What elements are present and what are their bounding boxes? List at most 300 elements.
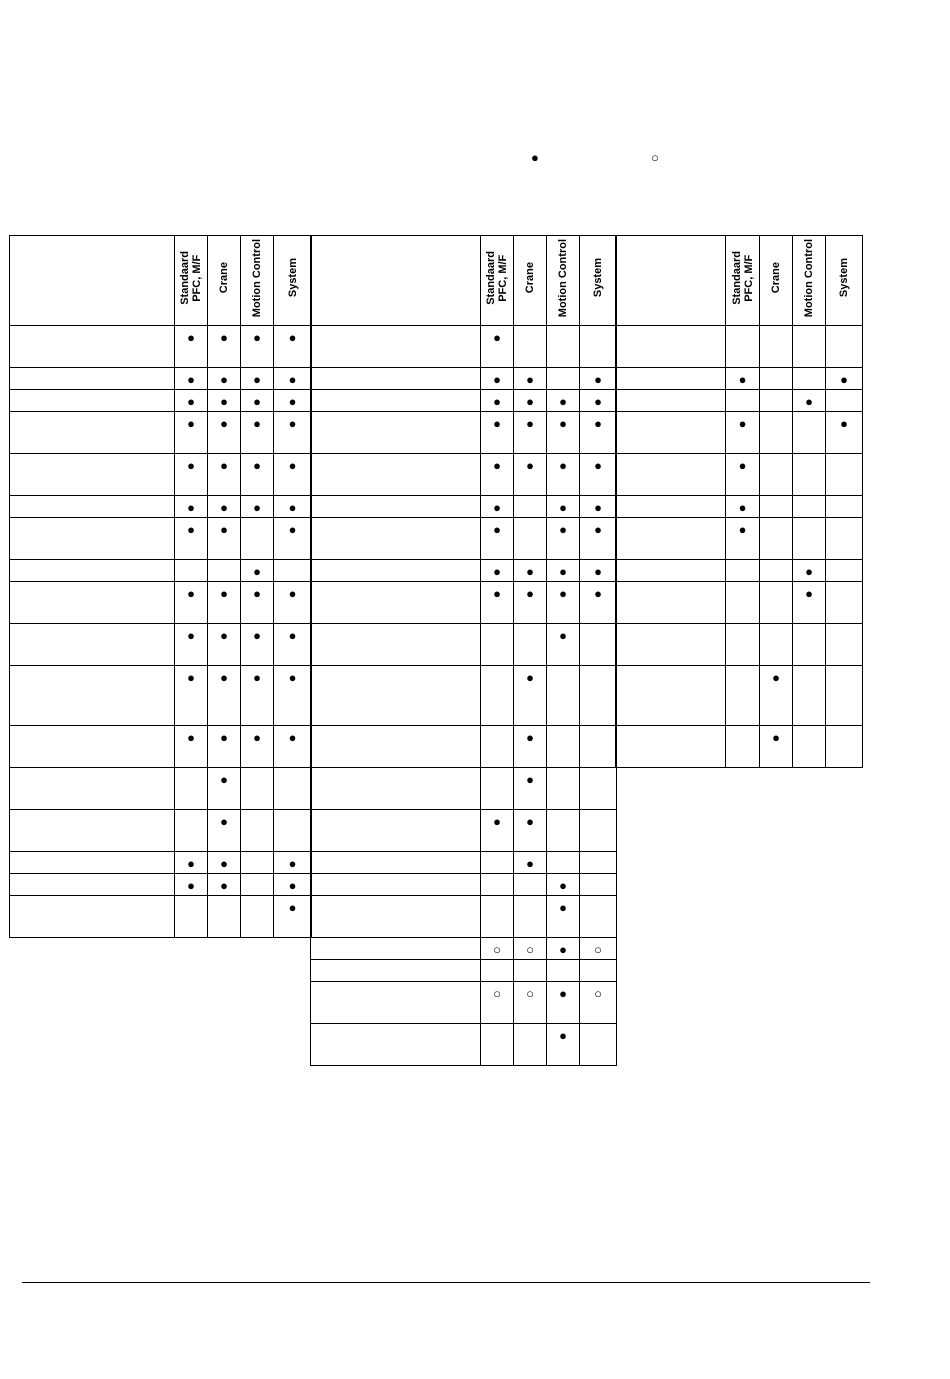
empty-cell bbox=[175, 810, 208, 852]
empty-cell bbox=[514, 518, 547, 560]
filled-dot-cell: ● bbox=[547, 982, 580, 1024]
table-row bbox=[616, 390, 863, 412]
header-motion-control-cell bbox=[547, 236, 580, 326]
table-row bbox=[10, 560, 312, 582]
row-label-cell bbox=[616, 666, 726, 726]
empty-cell bbox=[547, 666, 580, 726]
filled-dot-cell: ● bbox=[481, 518, 514, 560]
table-row bbox=[311, 368, 617, 390]
table-row bbox=[10, 518, 312, 560]
footer-rule bbox=[22, 1282, 870, 1283]
filled-dot-cell: ● bbox=[481, 454, 514, 496]
empty-cell bbox=[580, 896, 617, 938]
empty-cell bbox=[580, 1024, 617, 1066]
filled-dot-cell: ● bbox=[726, 368, 760, 390]
empty-cell bbox=[514, 960, 547, 982]
row-label-cell bbox=[10, 390, 175, 412]
open-dot-cell: ○ bbox=[514, 938, 547, 960]
table-row bbox=[616, 454, 863, 496]
row-label-cell bbox=[616, 496, 726, 518]
table-row bbox=[10, 874, 312, 896]
table-row bbox=[311, 582, 617, 624]
filled-dot-cell: ● bbox=[208, 454, 241, 496]
feature-table-1 bbox=[9, 235, 312, 938]
empty-cell bbox=[793, 326, 826, 368]
empty-cell bbox=[826, 726, 863, 768]
empty-cell bbox=[274, 560, 312, 582]
empty-cell bbox=[580, 326, 617, 368]
row-label-cell bbox=[10, 496, 175, 518]
row-label-cell bbox=[616, 726, 726, 768]
header-label-cell bbox=[616, 236, 726, 326]
filled-dot-cell: ● bbox=[826, 412, 863, 454]
filled-dot-cell: ● bbox=[580, 390, 617, 412]
empty-cell bbox=[726, 624, 760, 666]
table-row bbox=[616, 496, 863, 518]
filled-dot-cell: ● bbox=[826, 368, 863, 390]
empty-cell bbox=[580, 810, 617, 852]
empty-cell bbox=[580, 852, 617, 874]
empty-cell bbox=[793, 496, 826, 518]
table-row bbox=[311, 326, 617, 368]
empty-cell bbox=[826, 496, 863, 518]
filled-dot-cell: ● bbox=[274, 852, 312, 874]
filled-dot-cell: ● bbox=[481, 390, 514, 412]
row-label-cell bbox=[311, 726, 481, 768]
empty-cell bbox=[481, 852, 514, 874]
row-label-cell bbox=[10, 666, 175, 726]
table-row bbox=[311, 1024, 617, 1066]
filled-dot-cell: ● bbox=[481, 412, 514, 454]
filled-dot-cell: ● bbox=[241, 582, 274, 624]
filled-dot-cell: ● bbox=[514, 368, 547, 390]
filled-dot-cell: ● bbox=[760, 666, 793, 726]
empty-cell bbox=[826, 454, 863, 496]
empty-cell bbox=[208, 896, 241, 938]
empty-cell bbox=[514, 624, 547, 666]
filled-dot-cell: ● bbox=[580, 412, 617, 454]
filled-dot-cell: ● bbox=[208, 852, 241, 874]
row-label-cell bbox=[311, 982, 481, 1024]
filled-dot-cell: ● bbox=[514, 454, 547, 496]
filled-dot-cell: ● bbox=[726, 454, 760, 496]
filled-dot-cell: ● bbox=[274, 518, 312, 560]
empty-cell bbox=[241, 874, 274, 896]
row-label-cell bbox=[10, 726, 175, 768]
row-label-cell bbox=[10, 624, 175, 666]
filled-dot-cell: ● bbox=[208, 810, 241, 852]
filled-dot-cell: ● bbox=[547, 518, 580, 560]
header-standaard-pfc-mf: Standaard PFC, M/F bbox=[485, 251, 509, 305]
filled-dot-cell: ● bbox=[547, 560, 580, 582]
header-system-cell bbox=[826, 236, 863, 326]
table-row bbox=[311, 726, 617, 768]
table-row bbox=[311, 982, 617, 1024]
empty-cell bbox=[241, 518, 274, 560]
table-row bbox=[10, 368, 312, 390]
open-dot-cell: ○ bbox=[580, 938, 617, 960]
table-row bbox=[616, 518, 863, 560]
empty-cell bbox=[826, 582, 863, 624]
table-row bbox=[10, 582, 312, 624]
empty-cell bbox=[547, 326, 580, 368]
empty-cell bbox=[760, 412, 793, 454]
filled-dot-cell: ● bbox=[481, 810, 514, 852]
open-dot-cell: ○ bbox=[580, 982, 617, 1024]
table-row bbox=[616, 412, 863, 454]
empty-cell bbox=[481, 896, 514, 938]
row-label-cell bbox=[10, 560, 175, 582]
empty-cell bbox=[175, 768, 208, 810]
filled-dot-cell: ● bbox=[241, 560, 274, 582]
empty-cell bbox=[760, 390, 793, 412]
table-row bbox=[10, 496, 312, 518]
empty-cell bbox=[726, 390, 760, 412]
filled-dot-cell: ● bbox=[514, 726, 547, 768]
empty-cell bbox=[481, 874, 514, 896]
empty-cell bbox=[547, 852, 580, 874]
table-row bbox=[616, 560, 863, 582]
empty-cell bbox=[481, 726, 514, 768]
table-row bbox=[311, 496, 617, 518]
table-row bbox=[10, 454, 312, 496]
empty-cell bbox=[826, 666, 863, 726]
empty-cell bbox=[826, 326, 863, 368]
filled-dot-cell: ● bbox=[208, 624, 241, 666]
empty-cell bbox=[760, 326, 793, 368]
table-row bbox=[311, 454, 617, 496]
filled-dot-cell: ● bbox=[208, 666, 241, 726]
row-label-cell bbox=[311, 518, 481, 560]
table-row bbox=[10, 768, 312, 810]
empty-cell bbox=[793, 412, 826, 454]
filled-dot-cell: ● bbox=[208, 518, 241, 560]
empty-cell bbox=[241, 896, 274, 938]
table-row bbox=[10, 852, 312, 874]
empty-cell bbox=[241, 768, 274, 810]
filled-dot-cell: ● bbox=[580, 518, 617, 560]
table-row bbox=[10, 896, 312, 938]
filled-dot-cell: ● bbox=[580, 560, 617, 582]
filled-dot-cell: ● bbox=[241, 496, 274, 518]
row-label-cell bbox=[616, 454, 726, 496]
open-dot-cell: ○ bbox=[481, 938, 514, 960]
filled-dot-cell: ● bbox=[514, 810, 547, 852]
filled-dot-cell: ● bbox=[208, 368, 241, 390]
empty-cell bbox=[793, 666, 826, 726]
filled-dot-cell: ● bbox=[274, 666, 312, 726]
row-label-cell bbox=[10, 852, 175, 874]
filled-dot-cell: ● bbox=[241, 666, 274, 726]
empty-cell bbox=[274, 768, 312, 810]
filled-dot-cell: ● bbox=[175, 496, 208, 518]
header-crane-cell bbox=[208, 236, 241, 326]
header-motion-control: Motion Control bbox=[557, 238, 569, 318]
filled-dot-cell: ● bbox=[175, 582, 208, 624]
filled-dot-cell: ● bbox=[547, 412, 580, 454]
row-label-cell bbox=[311, 768, 481, 810]
filled-dot-cell: ● bbox=[580, 368, 617, 390]
filled-dot-cell: ● bbox=[274, 412, 312, 454]
empty-cell bbox=[547, 726, 580, 768]
filled-dot-cell: ● bbox=[726, 496, 760, 518]
filled-dot-cell: ● bbox=[208, 326, 241, 368]
filled-dot-cell: ● bbox=[547, 874, 580, 896]
row-label-cell bbox=[311, 810, 481, 852]
filled-dot-cell: ● bbox=[481, 368, 514, 390]
empty-cell bbox=[826, 624, 863, 666]
filled-dot-cell: ● bbox=[726, 412, 760, 454]
header-standaard-pfc-mf-cell bbox=[175, 236, 208, 326]
filled-dot-cell: ● bbox=[547, 624, 580, 666]
filled-dot-cell: ● bbox=[208, 726, 241, 768]
empty-cell bbox=[726, 326, 760, 368]
row-label-cell bbox=[10, 326, 175, 368]
row-label-cell bbox=[311, 368, 481, 390]
header-standaard-pfc-mf: Standaard PFC, M/F bbox=[730, 251, 755, 305]
row-label-cell bbox=[311, 874, 481, 896]
filled-dot-cell: ● bbox=[175, 852, 208, 874]
filled-dot-cell: ● bbox=[793, 390, 826, 412]
empty-cell bbox=[580, 624, 617, 666]
filled-dot-cell: ● bbox=[547, 390, 580, 412]
filled-dot-cell: ● bbox=[580, 454, 617, 496]
empty-cell bbox=[760, 518, 793, 560]
empty-cell bbox=[175, 560, 208, 582]
empty-cell bbox=[826, 518, 863, 560]
row-label-cell bbox=[311, 390, 481, 412]
filled-dot-cell: ● bbox=[514, 390, 547, 412]
header-label-cell bbox=[10, 236, 175, 326]
row-label-cell bbox=[616, 326, 726, 368]
filled-dot-cell: ● bbox=[274, 326, 312, 368]
row-label-cell bbox=[616, 582, 726, 624]
empty-cell bbox=[514, 896, 547, 938]
empty-cell bbox=[208, 560, 241, 582]
header-system: System bbox=[592, 258, 604, 298]
filled-dot-cell: ● bbox=[274, 896, 312, 938]
row-label-cell bbox=[10, 810, 175, 852]
table-row bbox=[616, 726, 863, 768]
row-label-cell bbox=[616, 412, 726, 454]
filled-dot-cell: ● bbox=[274, 454, 312, 496]
filled-dot-cell: ● bbox=[274, 368, 312, 390]
header-system: System bbox=[838, 258, 850, 298]
filled-dot-cell: ● bbox=[208, 390, 241, 412]
empty-cell bbox=[481, 666, 514, 726]
legend-open-symbol: ○ bbox=[651, 150, 659, 165]
filled-dot-cell: ● bbox=[175, 454, 208, 496]
empty-cell bbox=[726, 726, 760, 768]
header-crane-cell bbox=[514, 236, 547, 326]
table-row bbox=[311, 896, 617, 938]
feature-table-3 bbox=[615, 235, 863, 768]
header-crane: Crane bbox=[218, 262, 230, 294]
empty-cell bbox=[580, 666, 617, 726]
row-label-cell bbox=[10, 582, 175, 624]
filled-dot-cell: ● bbox=[481, 326, 514, 368]
row-label-cell bbox=[10, 412, 175, 454]
header-motion-control-cell bbox=[793, 236, 826, 326]
empty-cell bbox=[580, 874, 617, 896]
filled-dot-cell: ● bbox=[175, 368, 208, 390]
filled-dot-cell: ● bbox=[793, 582, 826, 624]
empty-cell bbox=[580, 768, 617, 810]
empty-cell bbox=[514, 496, 547, 518]
filled-dot-cell: ● bbox=[514, 582, 547, 624]
filled-dot-cell: ● bbox=[547, 496, 580, 518]
table-row bbox=[616, 666, 863, 726]
table-row bbox=[311, 666, 617, 726]
feature-table-2 bbox=[310, 235, 617, 1066]
table-row bbox=[10, 390, 312, 412]
empty-cell bbox=[760, 496, 793, 518]
empty-cell bbox=[793, 454, 826, 496]
empty-cell bbox=[793, 726, 826, 768]
table-row bbox=[311, 560, 617, 582]
open-dot-cell: ○ bbox=[514, 982, 547, 1024]
row-label-cell bbox=[311, 560, 481, 582]
filled-dot-cell: ● bbox=[241, 326, 274, 368]
table-row bbox=[311, 874, 617, 896]
table-row bbox=[311, 810, 617, 852]
header-system-cell bbox=[274, 236, 312, 326]
filled-dot-cell: ● bbox=[580, 582, 617, 624]
empty-cell bbox=[793, 624, 826, 666]
filled-dot-cell: ● bbox=[175, 412, 208, 454]
empty-cell bbox=[793, 518, 826, 560]
row-label-cell bbox=[311, 960, 481, 982]
table-row bbox=[10, 326, 312, 368]
empty-cell bbox=[826, 560, 863, 582]
row-label-cell bbox=[311, 938, 481, 960]
table-row bbox=[10, 810, 312, 852]
filled-dot-cell: ● bbox=[514, 852, 547, 874]
table-row bbox=[10, 624, 312, 666]
header-standaard-pfc-mf: Standaard PFC, M/F bbox=[179, 251, 203, 305]
row-label-cell bbox=[10, 518, 175, 560]
empty-cell bbox=[481, 960, 514, 982]
row-label-cell bbox=[311, 454, 481, 496]
table-row bbox=[311, 412, 617, 454]
filled-dot-cell: ● bbox=[241, 726, 274, 768]
header-motion-control-cell bbox=[241, 236, 274, 326]
table-row bbox=[311, 960, 617, 982]
table-row bbox=[616, 326, 863, 368]
table-row bbox=[311, 390, 617, 412]
empty-cell bbox=[726, 582, 760, 624]
row-label-cell bbox=[311, 496, 481, 518]
filled-dot-cell: ● bbox=[208, 496, 241, 518]
table-row bbox=[311, 852, 617, 874]
filled-dot-cell: ● bbox=[274, 496, 312, 518]
empty-cell bbox=[793, 368, 826, 390]
filled-dot-cell: ● bbox=[175, 518, 208, 560]
row-label-cell bbox=[311, 666, 481, 726]
empty-cell bbox=[726, 666, 760, 726]
row-label-cell bbox=[311, 624, 481, 666]
row-label-cell bbox=[616, 390, 726, 412]
empty-cell bbox=[547, 960, 580, 982]
filled-dot-cell: ● bbox=[208, 874, 241, 896]
filled-dot-cell: ● bbox=[547, 454, 580, 496]
filled-dot-cell: ● bbox=[208, 582, 241, 624]
filled-dot-cell: ● bbox=[175, 390, 208, 412]
empty-cell bbox=[547, 368, 580, 390]
row-label-cell bbox=[10, 454, 175, 496]
header-crane-cell bbox=[760, 236, 793, 326]
filled-dot-cell: ● bbox=[514, 666, 547, 726]
empty-cell bbox=[547, 810, 580, 852]
row-label-cell bbox=[10, 896, 175, 938]
header-crane: Crane bbox=[524, 262, 536, 294]
filled-dot-cell: ● bbox=[481, 582, 514, 624]
empty-cell bbox=[514, 874, 547, 896]
row-label-cell bbox=[311, 1024, 481, 1066]
filled-dot-cell: ● bbox=[514, 768, 547, 810]
filled-dot-cell: ● bbox=[241, 368, 274, 390]
empty-cell bbox=[760, 624, 793, 666]
table-row bbox=[616, 624, 863, 666]
empty-cell bbox=[274, 810, 312, 852]
table-row bbox=[616, 582, 863, 624]
filled-dot-cell: ● bbox=[208, 768, 241, 810]
header-label-cell bbox=[311, 236, 481, 326]
row-label-cell bbox=[10, 874, 175, 896]
filled-dot-cell: ● bbox=[241, 412, 274, 454]
filled-dot-cell: ● bbox=[208, 412, 241, 454]
filled-dot-cell: ● bbox=[175, 666, 208, 726]
empty-cell bbox=[826, 390, 863, 412]
row-label-cell bbox=[616, 518, 726, 560]
filled-dot-cell: ● bbox=[274, 726, 312, 768]
filled-dot-cell: ● bbox=[241, 390, 274, 412]
empty-cell bbox=[481, 1024, 514, 1066]
filled-dot-cell: ● bbox=[547, 1024, 580, 1066]
empty-cell bbox=[760, 582, 793, 624]
table-row bbox=[10, 726, 312, 768]
row-label-cell bbox=[311, 582, 481, 624]
header-system: System bbox=[286, 258, 299, 298]
filled-dot-cell: ● bbox=[175, 326, 208, 368]
row-label-cell bbox=[311, 852, 481, 874]
filled-dot-cell: ● bbox=[274, 390, 312, 412]
empty-cell bbox=[481, 768, 514, 810]
table-row bbox=[311, 768, 617, 810]
filled-dot-cell: ● bbox=[175, 726, 208, 768]
row-label-cell bbox=[616, 560, 726, 582]
filled-dot-cell: ● bbox=[726, 518, 760, 560]
empty-cell bbox=[580, 726, 617, 768]
header-system-cell bbox=[580, 236, 617, 326]
header-motion-control: Motion Control bbox=[251, 238, 263, 318]
header-standaard-pfc-mf-cell bbox=[481, 236, 514, 326]
table-row bbox=[311, 518, 617, 560]
header-crane: Crane bbox=[770, 262, 782, 294]
row-label-cell bbox=[311, 412, 481, 454]
open-dot-cell: ○ bbox=[481, 982, 514, 1024]
legend-filled-symbol: ● bbox=[531, 150, 539, 165]
row-label-cell bbox=[311, 326, 481, 368]
filled-dot-cell: ● bbox=[274, 624, 312, 666]
filled-dot-cell: ● bbox=[547, 582, 580, 624]
table-row bbox=[311, 938, 617, 960]
empty-cell bbox=[547, 768, 580, 810]
filled-dot-cell: ● bbox=[547, 896, 580, 938]
row-label-cell bbox=[616, 368, 726, 390]
header-motion-control: Motion Control bbox=[803, 238, 815, 318]
table-row bbox=[311, 624, 617, 666]
